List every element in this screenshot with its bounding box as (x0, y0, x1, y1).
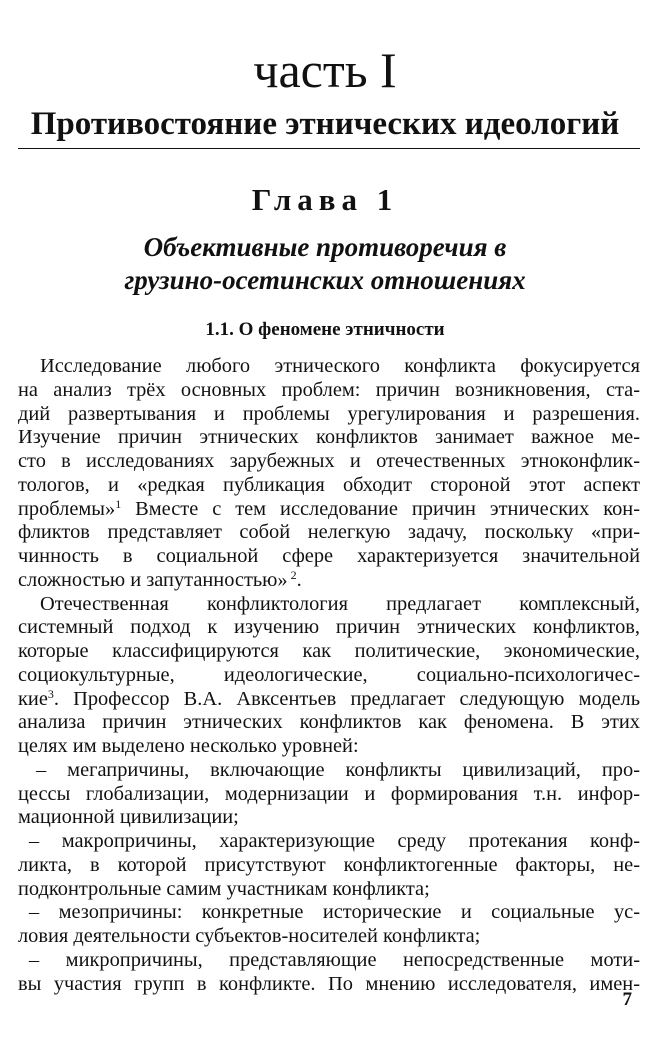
text-line: – макропричины, характеризующие среду протекания конф- (29, 830, 640, 852)
part-title: часть I (253, 42, 397, 98)
text-line: вы участия групп в конфликте. По мнению исследователя, имен- (18, 972, 640, 995)
chapter-label: Глава 1 (251, 182, 399, 217)
text-line (18, 498, 640, 522)
text-line: Изучение причин этнических конфликтов занимает важное ме- (18, 426, 640, 449)
text-line: – микропричины, представляющие непосредственные моти- (29, 948, 640, 971)
chapter-title-line: грузино-осетинских отношениях (124, 265, 526, 295)
text-line: фликтов представляет собой нелегкую задачу, поскольку «при- (18, 521, 640, 544)
footnote-marker: 2 (287, 568, 297, 582)
body-text (18, 355, 640, 996)
text-line (18, 688, 640, 712)
text-line: цессы глобализации, модернизации и формирования т.н. инфор- (18, 782, 640, 805)
text-fragment: . (296, 568, 302, 591)
text-line: подконтрольные самим участникам конфликта; (18, 877, 430, 900)
text-line: целях им выделено несколько уровней: (18, 735, 359, 757)
chapter-title-line: Объективные противоречия в (143, 232, 507, 262)
section-heading: 1.1. О феномене этничности (205, 319, 445, 340)
text-line: системный подход к изучению причин этнических конфликтов, (18, 616, 640, 639)
page-number: 7 (622, 989, 632, 1010)
part-subtitle: Противостояние этнических идеологий (30, 106, 620, 142)
text-line: мационной цивилизации; (18, 806, 239, 829)
text-fragment: сложностью и запутанностью» (18, 568, 288, 591)
text-line: – мегапричины, включающие конфликты цивилизаций, про- (36, 758, 640, 781)
text-line (18, 569, 640, 593)
text-fragment: кие (18, 687, 48, 710)
text-fragment: Вместе с тем исследование причин этнических кон- (121, 497, 640, 520)
text-line: Отечественная конфликтология предлагает комплексный, (40, 592, 640, 615)
text-fragment: . Профессор В.А. Авксентьев предлагает следующую модель (53, 687, 640, 710)
text-line: социокультурные, идеологические, социально-психологичес- (18, 663, 640, 686)
text-line: на анализ трёх основных проблем: причин возникновения, ста- (18, 378, 640, 401)
text-line: которые классифицируются как политические, экономические, (18, 640, 640, 662)
text-line: Исследование любого этнического конфликта фокусируется (40, 355, 640, 377)
footnote-marker: 3 (47, 687, 54, 701)
text-line: чинность в социальной сфере характеризуется значительной (18, 545, 640, 567)
text-line: сто в исследованиях зарубежных и отечественных этноконфлик- (18, 450, 640, 472)
chapter-title (0, 231, 650, 297)
text-line: дий развертывания и проблемы урегулирования и разрешения. (18, 402, 640, 425)
text-line: тологов, и «редкая публикация обходит стороной этот аспект (18, 473, 640, 496)
text-line: анализа причин этнических конфликтов как феномена. В этих (18, 711, 640, 734)
text-fragment: проблемы» (18, 497, 116, 520)
text-line: ликта, в которой присутствуют конфликтогенные факторы, не- (18, 853, 640, 876)
divider-rule (18, 148, 640, 149)
footnote-marker: 1 (115, 497, 122, 511)
text-line: ловия деятельности субъектов-носителей конфликта; (18, 925, 481, 947)
text-line: – мезопричины: конкретные исторические и социальные ус- (29, 901, 640, 924)
